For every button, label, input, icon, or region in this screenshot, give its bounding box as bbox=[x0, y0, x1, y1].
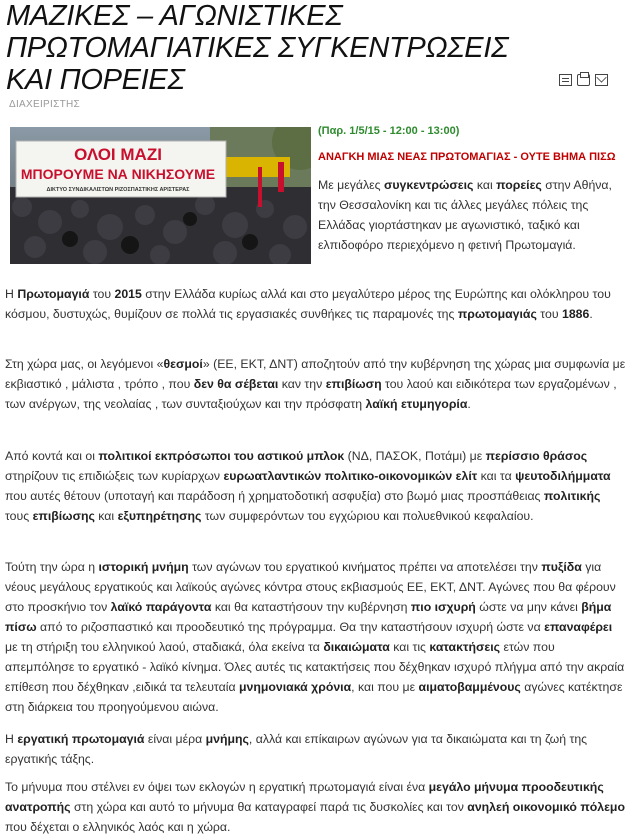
bold-text: ανηλεή οικονομικό πόλεμο bbox=[467, 800, 625, 814]
text-run: ετών που απεμπόλησε το εργατικό - λαϊκό κίνημα. Όλες αυτές τις κατακτήσεις που δέχθηκαν ισχυρό πλήγμα από την ακραία επίθεση που δέχθηκαν ,ειδικά τα τελευταία bbox=[5, 640, 625, 694]
bold-text: πορείες bbox=[496, 178, 542, 192]
bold-text: επιβίωσης bbox=[32, 509, 95, 523]
text-run: στην Αθήνα, την Θεσσαλονίκη και τις άλλες μεγάλες πόλεις της Ελλάδας γιορτάστηκαν με αγωνιστικό, ταξικό και ελπιδοφόρο περιεχόμενο η φετινή Πρωτομαγιά. bbox=[318, 178, 612, 252]
text-run: , αλλά και επίκαιρων αγώνων για τα δικαιώματα και τη ζωή της εργατικής τάξης. bbox=[5, 732, 588, 766]
text-run: για νέους μεγάλους εργατικούς και λαϊκούς αγώνες κόντρα στους εκβιασμούς ΕΕ, ΕΚΤ, ΔΝΤ. Αγώνες που θα φέρουν στο προσκήνιο τον bbox=[5, 560, 616, 614]
bold-text: μεγάλο μήνυμα προοδευτικής ανατροπής bbox=[5, 780, 604, 814]
text-run: που αυτές θέτουν (υποταγή και παράδοση ή χρηματοδοτική ασφυξία) στο βωμό μιας προσπάθειας bbox=[5, 489, 544, 503]
bold-text: πυξίδα bbox=[541, 560, 582, 574]
text-run: από το ριζοσπαστικό και προοδευτικό της πρόγραμμα. Θα την καταστήσουν ισχυρή ώστε να bbox=[36, 620, 545, 634]
bold-text: μνημονιακά χρόνια bbox=[238, 680, 352, 694]
bold-text: ευρωατλαντικών πολιτικο-οικονομικών ελίτ bbox=[223, 469, 478, 483]
banner-line-2: ΜΠΟΡΟΥΜΕ ΝΑ ΝΙΚΗΣΟΥΜΕ bbox=[20, 166, 216, 182]
text-run: που δέχεται ο ελληνικός λαός και η χώρα. bbox=[5, 820, 231, 834]
article-author: ΔΙΑΧΕΙΡΙΣΤΗΣ bbox=[9, 99, 80, 110]
bold-text: πολιτικοί εκπρόσωποι του αστικού μπλοκ bbox=[98, 449, 345, 463]
text-run: τους bbox=[5, 509, 33, 523]
bold-text: θεσμοί bbox=[163, 357, 203, 371]
text-run: στηρίζουν τις επιδιώξεις των κυρίαρχων bbox=[5, 469, 224, 483]
text-run: στην Ελλάδα κυρίως αλλά και στο μεγαλύτερο μέρος της Ευρώπης και ολόκληρου του κόσμου, δυστυχώς, θυμίζουν σε πολλά τις εργασιακές συνθήκες τις παραμονές της bbox=[5, 287, 611, 321]
text-run: και bbox=[473, 178, 497, 192]
email-icon[interactable] bbox=[595, 74, 608, 86]
text-run: Η bbox=[5, 732, 18, 746]
text-run: » (ΕΕ, ΕΚΤ, ΔΝΤ) αποζητούν από την κυβέρνηση της χώρας μια συμφωνία με εκβιαστικό , μάλιστα , τρόπο , που bbox=[5, 357, 626, 391]
text-run: αγώνες κατέκτησε στη διάρκεια του προηγούμενου αιώνα. bbox=[5, 680, 623, 714]
text-run: του bbox=[536, 307, 562, 321]
article-headline: ΑΝΑΓΚΗ ΜΙΑΣ ΝΕΑΣ ΠΡΩΤΟΜΑΓΙΑΣ - ΟΥΤΕ ΒΗΜΑ ΠΙΣΩ bbox=[318, 151, 616, 163]
text-run: Τούτη την ώρα η bbox=[5, 560, 99, 574]
text-run: (ΝΔ, ΠΑΣΟΚ, Ποτάμι) με bbox=[344, 449, 486, 463]
bold-text: πιο ισχυρή bbox=[410, 600, 476, 614]
paragraph bbox=[5, 777, 627, 837]
paragraph bbox=[5, 557, 627, 717]
text-run: Η bbox=[5, 287, 18, 301]
paragraph bbox=[318, 175, 628, 255]
bold-text: δεν θα σέβεται bbox=[193, 377, 279, 391]
article-title: ΜΑΖΙΚΕΣ – ΑΓΩΝΙΣΤΙΚΕΣ ΠΡΩΤΟΜΑΓΙΑΤΙΚΕΣ ΣΥΓΚΕΝΤΡΩΣΕΙΣ ΚΑΙ ΠΟΡΕΙΕΣ bbox=[6, 0, 509, 96]
bold-text: πρωτομαγιάς bbox=[457, 307, 537, 321]
bold-text: κατακτήσεις bbox=[429, 640, 501, 654]
text-run: και θα καταστήσουν την κυβέρνηση bbox=[211, 600, 411, 614]
text-run: με τη στήριξη του ελληνικού λαού, σταδιακά, όλα εκείνα τα bbox=[5, 640, 324, 654]
bold-text: ψευτοδιλήμματα bbox=[515, 469, 611, 483]
bold-text: λαϊκό παράγοντα bbox=[110, 600, 212, 614]
bold-text: δικαιώματα bbox=[323, 640, 390, 654]
bold-text: 2015 bbox=[114, 287, 142, 301]
bold-text: 1886 bbox=[561, 307, 590, 321]
paragraph bbox=[5, 446, 627, 526]
paragraph bbox=[5, 354, 627, 414]
banner-line-3: ΔΙΚΤΥΟ ΣΥΝΔΙΚΑΛΙΣΤΩΝ ΡΙΖΟΣΠΑΣΤΙΚΗΣ ΑΡΙΣΤΕΡΑΣ bbox=[46, 187, 190, 193]
article-tools bbox=[559, 74, 608, 86]
text-run: των συμφερόντων του εγχώριου και πολυεθνικού κεφαλαίου. bbox=[201, 509, 534, 523]
bold-text: βήμα πίσω bbox=[5, 600, 612, 634]
paragraph bbox=[5, 729, 627, 769]
text-run: . bbox=[467, 397, 471, 411]
text-run: και τα bbox=[477, 469, 516, 483]
text-run: ώστε να μην κάνει bbox=[475, 600, 582, 614]
bold-text: λαϊκή ετυμηγορία bbox=[365, 397, 468, 411]
event-date: (Παρ. 1/5/15 - 12:00 - 13:00) bbox=[318, 125, 460, 137]
text-run: του λαού και ειδικότερα των εργαζομένων , των ανέργων, της νεολαίας , των συνταξιούχων και την πρόσφατη bbox=[5, 377, 617, 411]
print-icon[interactable] bbox=[577, 74, 590, 86]
bold-text: ιστορική μνήμη bbox=[98, 560, 189, 574]
text-run: και τις bbox=[389, 640, 430, 654]
bold-text: εργατική πρωτομαγιά bbox=[17, 732, 145, 746]
text-run: στη χώρα και αυτό το μήνυμα θα καταγραφεί παρά τις δυσκολίες και τον bbox=[70, 800, 468, 814]
text-run: καν την bbox=[278, 377, 326, 391]
paragraph bbox=[5, 284, 627, 324]
bold-text: Πρωτομαγιά bbox=[17, 287, 90, 301]
text-run: είναι μέρα bbox=[144, 732, 206, 746]
text-run: Στη χώρα μας, οι λεγόμενοι « bbox=[5, 357, 164, 371]
article-photo bbox=[10, 127, 311, 264]
text-run: Από κοντά και οι bbox=[5, 449, 99, 463]
pdf-icon[interactable] bbox=[559, 74, 572, 86]
text-run: του bbox=[89, 287, 115, 301]
bold-text: πολιτικής bbox=[543, 489, 601, 503]
bold-text: μνήμης bbox=[205, 732, 249, 746]
bold-text: συγκεντρώσεις bbox=[383, 178, 474, 192]
banner-line-1: ΟΛΟΙ ΜΑΖΙ bbox=[74, 145, 162, 164]
text-run: και bbox=[94, 509, 118, 523]
bold-text: περίσσιο θράσος bbox=[485, 449, 588, 463]
bold-text: αιματοβαμμένους bbox=[418, 680, 521, 694]
text-run: Με μεγάλες bbox=[318, 178, 384, 192]
bold-text: εξυπηρέτησης bbox=[117, 509, 202, 523]
text-run: Το μήνυμα που στέλνει εν όψει των εκλογών η εργατική πρωτομαγιά είναι ένα bbox=[5, 780, 429, 794]
bold-text: επιβίωση bbox=[325, 377, 382, 391]
text-run: , και που με bbox=[351, 680, 419, 694]
bold-text: επαναφέρει bbox=[544, 620, 613, 634]
text-run: των αγώνων του εργατικού κινήματος πρέπει να αποτελέσει την bbox=[188, 560, 542, 574]
text-run: . bbox=[589, 307, 593, 321]
